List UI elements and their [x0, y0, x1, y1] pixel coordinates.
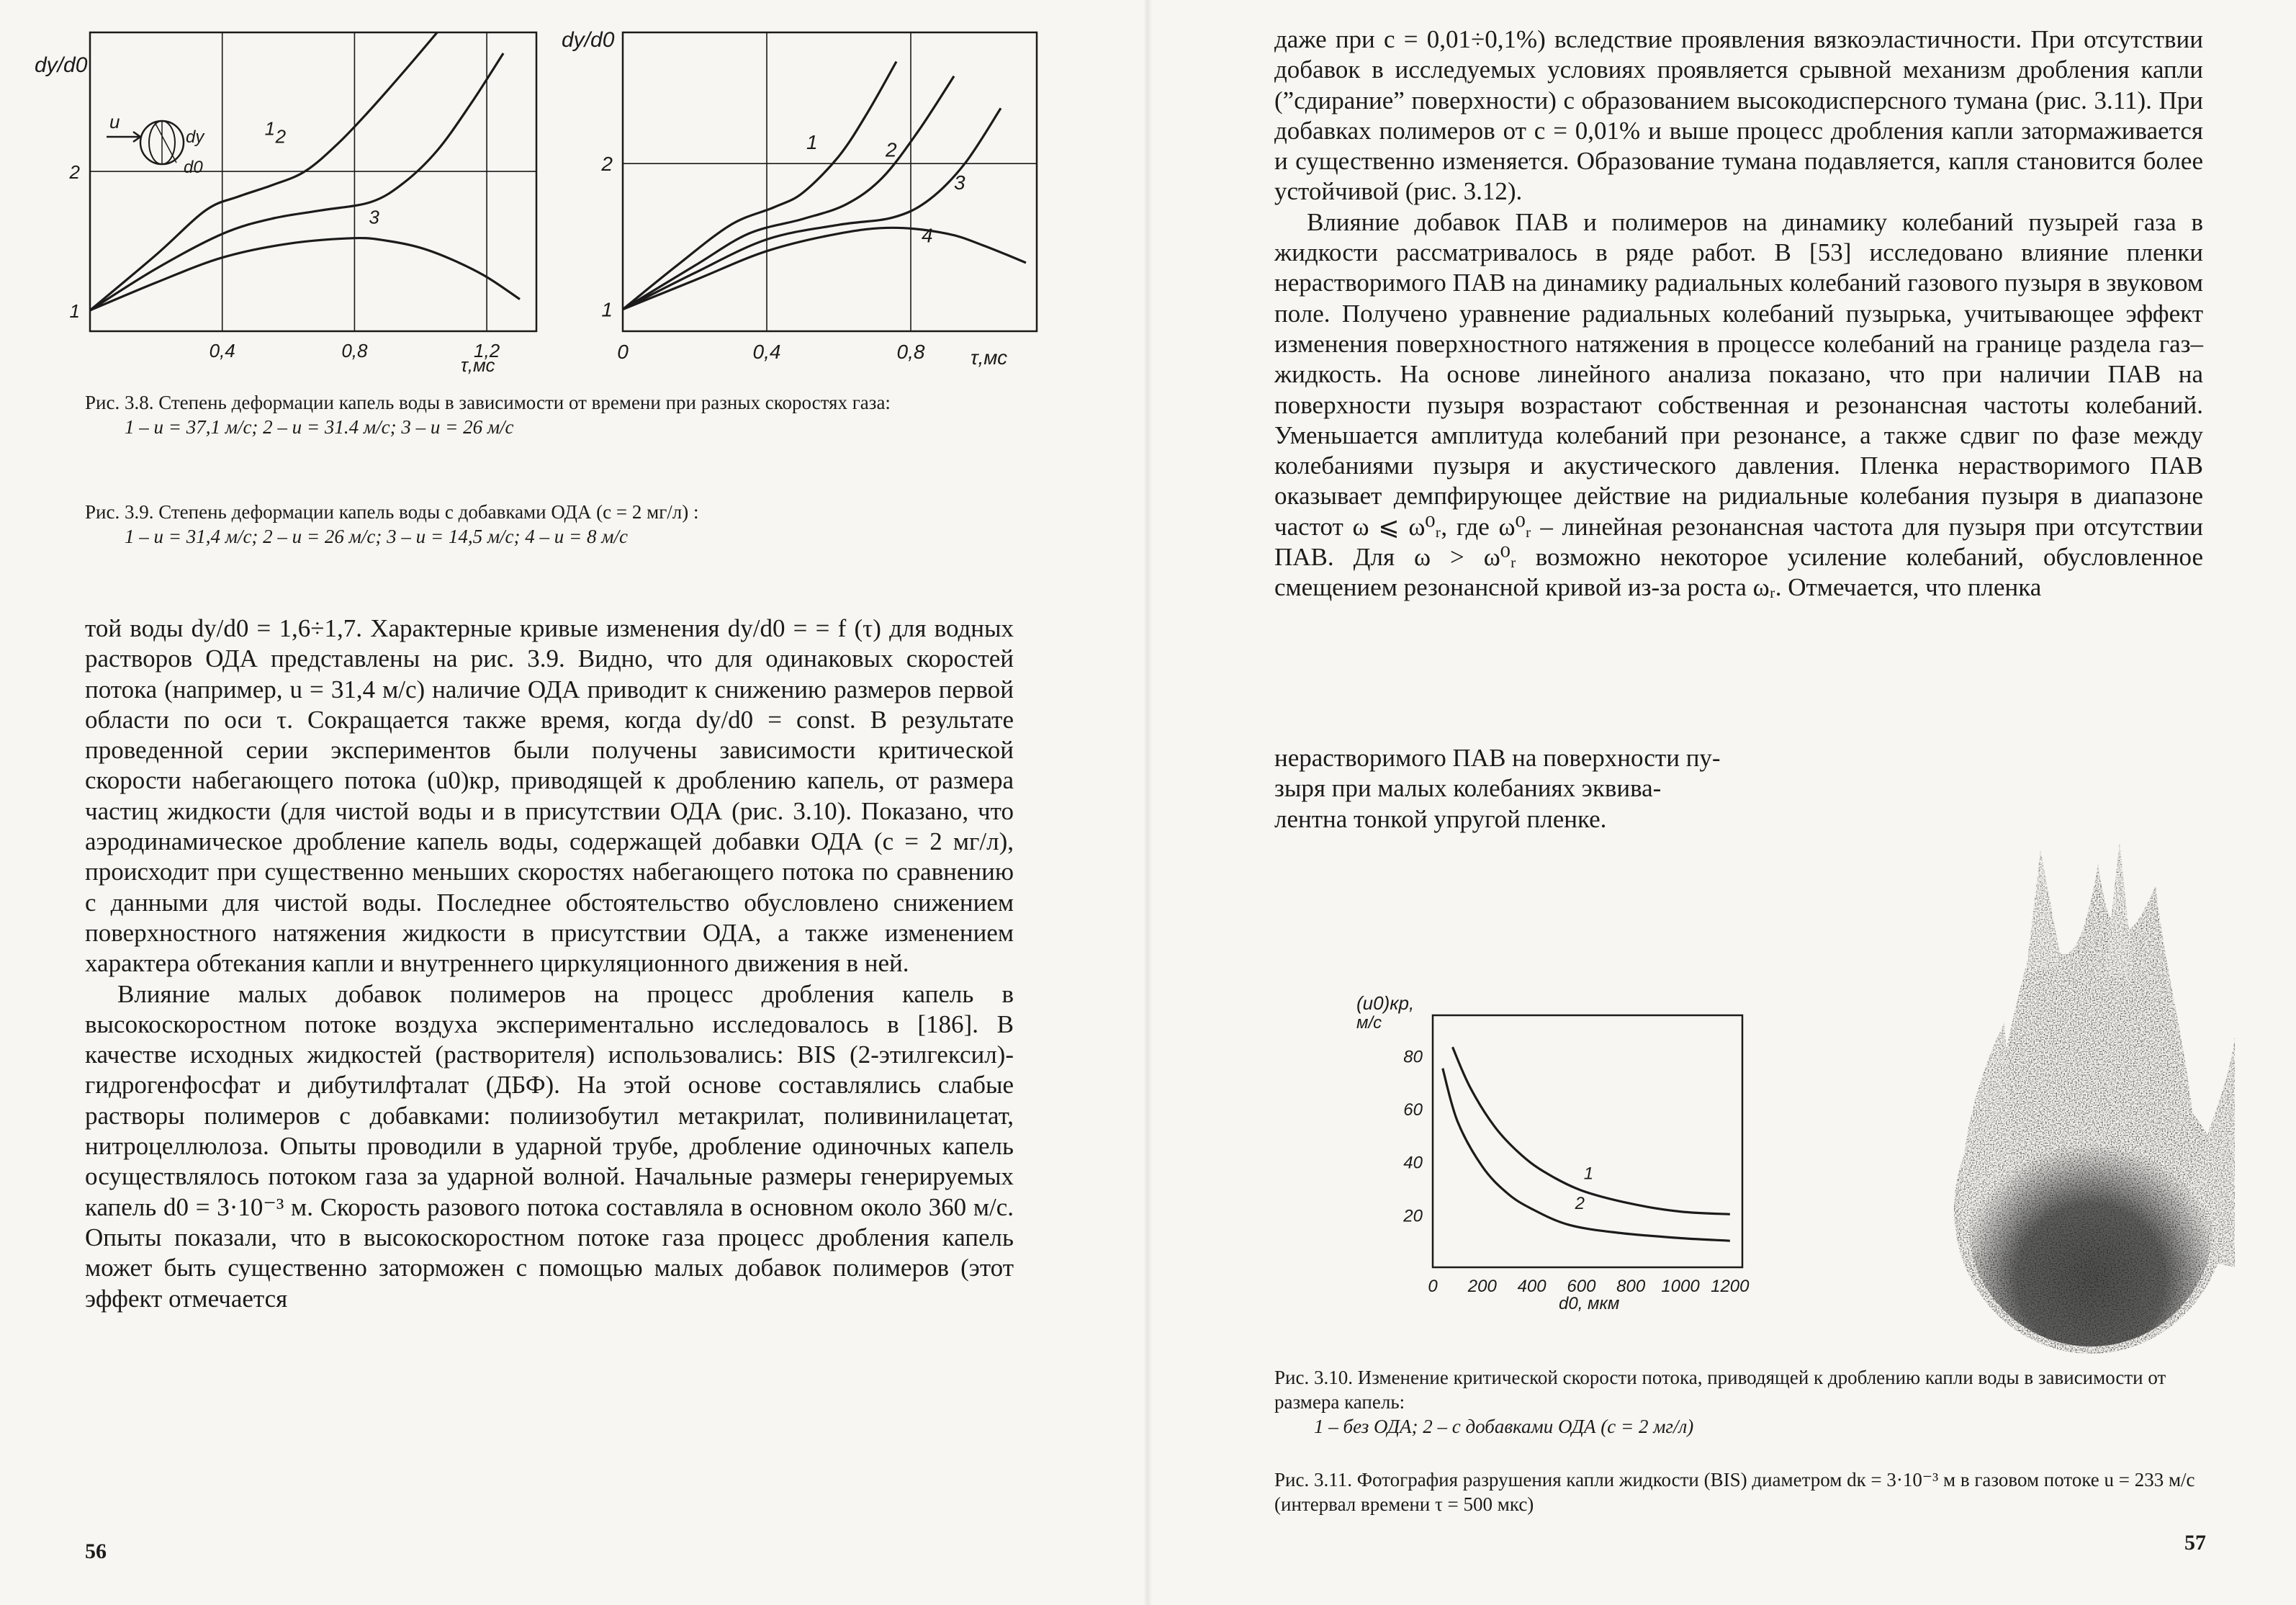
svg-text:u: u	[109, 111, 120, 132]
fig_3_10-series-1-line	[1453, 1047, 1730, 1214]
fig_3_8-x-tick-label: 0,8	[341, 340, 368, 361]
fig_3_9-series-4-line	[623, 228, 1026, 309]
fig_3_9-y-tick-label: 1	[601, 298, 613, 321]
caption-3-9-title: Рис. 3.9. Степень деформации капель воды с добавками ОДА (c = 2 мг/л) :	[85, 501, 699, 523]
right-paragraph-2: Влияние добавок ПАВ и полимеров на динамику колебаний пузырей газа в жидкости рассматривалось в ряде работ. В [53] исследовано влияние пленки нерастворимого ПАВ на динамику радиальных колебаний газового пузыря в звуковом поле. Получено уравнение радиальных колебаний пузырька, учитывающее эффект изменения поверхностного натяжения в процессе колебаний на границе раздела газ–жидкость. На основе линейного анализа показано, что при наличии ПАВ на поверхности пузыря возрастают собственная и резонансная частоты колебаний. Уменьшается амплитуда колебаний при резонансе, а также сдвиг по фазе между колебаниями пузыря и акустического давления. Пленка нерастворимого ПАВ оказывает демпфирующее действие на ридиальные колебания пузыря в диапазоне частот ω ⩽ ω⁰ᵣ, где ω⁰ᵣ – линейная резонансная частота для пузыря при отсутствии ПАВ. Для ω > ω⁰ᵣ возможно некоторое усиление колебаний, обусловленное смещением резонансной кривой из-за роста ωᵣ. Отмечается, что пленка	[1274, 207, 2203, 602]
fig_3_10-x-tick-label: 200	[1467, 1277, 1497, 1296]
fig_3_10-x-tick-label: 600	[1567, 1277, 1596, 1296]
fig_3_10-series-1-label: 1	[1583, 1164, 1594, 1184]
fig_3_9-series-1-line	[623, 62, 896, 310]
fig-3-10-y-label: (u0)кр,	[1356, 992, 1415, 1014]
fig-3-9-y-label: dy/d0	[562, 28, 615, 52]
figure-3-11-photo	[1896, 821, 2271, 1368]
left-paragraph-2: Влияние малых добавок полимеров на процесс дробления капель в высокоскоростном потоке воздуха экспериментально исследовалось в [186]. В качестве исходных жидкостей (растворителя) использовались: BIS (2-этилгексил)-гидрогенфосфат и дибутилфталат (ДБФ). На этой основе составлялись слабые растворы полимеров с добавками: полиизобутил метакрилат, поливинилацетат, нитроцеллюлоза. Опыты проводили в ударной трубе, дробление одиночных капель осуществлялось потоком газа за ударной волной. Начальные размеры генерируемых капель d0 = 3·10⁻³ м. Скорость разового потока составляла в основном около 360 м/с. Опыты показали, что в высокоскоростном потоке газа процесс дробления капель может быть существенно заторможен с помощью малых добавок полимеров (этот эффект отмечается	[85, 979, 1014, 1313]
fig_3_8-series-2-line	[90, 53, 503, 310]
fig_3_8-x-tick-label: 1,2	[474, 340, 500, 361]
caption-3-8-legend: 1 – u = 37,1 м/с; 2 – u = 31.4 м/с; 3 – u = 26 м/с	[125, 416, 514, 438]
fig_3_8-y-tick-label: 2	[69, 161, 80, 184]
caption-3-11-title: Рис. 3.11. Фотография разрушения капли жидкости (BIS) диаметром dк = 3·10⁻³ м в газовом потоке u = 233 м/с (интервал времени τ = 500 мкс)	[1274, 1469, 2195, 1515]
right-paragraph-2-tail	[1274, 743, 1850, 835]
fig_3_8-axes-frame	[90, 32, 536, 331]
tail-line-2: зыря при малых колебаниях эквива-	[1274, 774, 1662, 803]
fig_3_9-y-tick-label: 2	[601, 153, 613, 176]
fig_3_10-x-axis-label: d0, мкм	[1559, 1294, 1620, 1313]
fig_3_9-series-2-line	[623, 76, 954, 310]
fig_3_10-x-tick-label: 800	[1616, 1277, 1646, 1296]
page-number-right: 57	[2184, 1531, 2206, 1555]
fig_3_10-x-tick-label: 1000	[1661, 1277, 1700, 1296]
right-body-text	[1274, 24, 2203, 603]
right-paragraph-1: даже при c = 0,01÷0,1%) вследствие проявления вязкоэластичности. При отсутствии добавок в исследуемых условиях проявляется срывной механизм дробления капли (”сдирание” поверхности) с образованием высокодисперсного тумана (рис. 3.11). При добавках полимеров от c = 0,01% и выше процесс дробления капли затормаживается и существенно изменяется. Образование тумана подавляется, капля становится более устойчивой (рис. 3.12).	[1274, 25, 2203, 206]
left-body-text	[85, 613, 1014, 1314]
caption-3-8-title: Рис. 3.8. Степень деформации капель воды в зависимости от времени при разных скоростях газа:	[85, 392, 891, 413]
fig_3_9-series-3-label: 3	[954, 171, 965, 194]
left-paragraph-1: той воды dy/d0 = 1,6÷1,7. Характерные кривые изменения dy/d0 = = f (τ) для водных растворов ОДА представлены на рис. 3.9. Видно, что для одинаковых скоростей потока (например, u = 31,4 м/с) наличие ОДА приводит к снижению размеров первой области по оси τ. Сокращается также время, когда dy/d0 = const. В результате проведенной серии экспериментов были получены зависимости критической скорости набегающего потока (u0)кр, приводящей к дроблению капель, от размера частиц жидкости (для чистой воды и в присутствии ОДА (рис. 3.10). Показано, что аэродинамическое дробление капель воды, содержащей добавки ОДА (c = 2 мг/л), происходит при существенно меньших скоростях набегающего потока по сравнению с данными для чистой воды. Последнее обстоятельство обусловлено снижением поверхностного натяжения жидкости в присутствии ОДА, а также изменением характера обтекания капли и внутреннего циркуляционного движения в ней.	[85, 614, 1014, 978]
fig_3_10-y-tick-label: 60	[1403, 1100, 1423, 1120]
fig_3_8-series-1-label: 1	[264, 117, 276, 140]
fig_3_9-series-1-label: 1	[806, 131, 818, 154]
svg-text:dy: dy	[186, 127, 204, 147]
fig-3-8-inset	[107, 111, 205, 177]
page-number-left: 56	[85, 1539, 107, 1563]
fig_3_8-x-tick-label: 0,4	[209, 340, 235, 361]
fig_3_9-x-axis-label: τ,мс	[971, 346, 1008, 369]
caption-3-11	[1274, 1467, 2210, 1516]
fig_3_8-series-2-label: 2	[275, 125, 287, 148]
fig_3_8-x-axis-label: τ,мс	[461, 354, 495, 376]
fig_3_10-y-tick-label: 20	[1403, 1206, 1423, 1226]
fig_3_8-series-3-label: 3	[369, 206, 379, 228]
fig_3_9-x-tick-label: 0	[617, 341, 629, 363]
caption-3-9	[85, 500, 1021, 549]
fig_3_8-y-tick-label: 1	[69, 300, 80, 323]
fig_3_10-x-tick-label: 0	[1428, 1277, 1438, 1296]
figure-3-9	[562, 22, 1051, 382]
fig_3_9-series-2-label: 2	[886, 138, 897, 161]
fig_3_10-x-tick-label: 1200	[1711, 1277, 1750, 1296]
fig_3_10-y-tick-label: 40	[1403, 1153, 1423, 1173]
tail-line-1: нерастворимого ПАВ на поверхности пу-	[1274, 744, 1721, 772]
right-page	[1148, 0, 2296, 1605]
caption-3-8	[85, 390, 1021, 439]
caption-3-9-legend: 1 – u = 31,4 м/с; 2 – u = 26 м/с; 3 – u = 14,5 м/с; 4 – u = 8 м/с	[125, 526, 628, 547]
fig_3_9-x-tick-label: 0,8	[896, 341, 925, 363]
caption-3-10-title: Рис. 3.10. Изменение критической скорости потока, приводящей к дроблению капли воды в зависимости от размера капель:	[1274, 1367, 2166, 1413]
fig_3_9-x-tick-label: 0,4	[752, 341, 781, 363]
caption-3-10-legend: 1 – без ОДА; 2 – с добавками ОДА (c = 2 мг/л)	[1314, 1416, 1694, 1437]
fig_3_10-series-2-label: 2	[1575, 1193, 1585, 1213]
fig-3-8-y-label: dy/d0	[35, 53, 88, 77]
fig_3_10-series-2-line	[1443, 1069, 1730, 1241]
tail-line-3: лентна тонкой упругой пленке.	[1274, 804, 1607, 833]
figure-3-8	[29, 22, 547, 382]
figure-3-10	[1346, 979, 1750, 1325]
fig_3_10-y-tick-label: 80	[1403, 1047, 1423, 1067]
fig-3-10-y-unit: м/с	[1356, 1013, 1382, 1033]
caption-3-10	[1274, 1365, 2210, 1439]
fig_3_10-x-tick-label: 400	[1517, 1277, 1547, 1296]
svg-text:d0: d0	[184, 158, 203, 177]
fig_3_9-series-4-label: 4	[922, 224, 933, 247]
fig_3_8-series-3-line	[90, 238, 520, 310]
fig_3_9-axes-frame	[623, 32, 1037, 331]
